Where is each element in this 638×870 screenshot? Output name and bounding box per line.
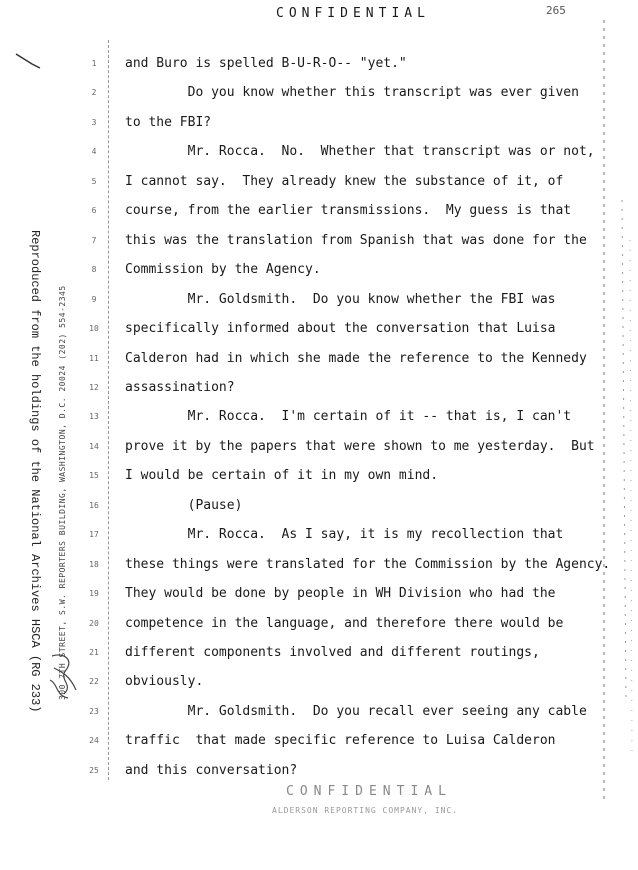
line-number: 8	[91, 265, 97, 275]
line-number: 6	[91, 206, 97, 216]
transcript-line: competence in the language, and therefore there would be	[125, 615, 564, 631]
transcript-line: Mr. Rocca. No. Whether that transcript was or not,	[125, 144, 595, 160]
line-number: 24	[89, 736, 99, 746]
transcript-line: I would be certain of it in my own mind.	[125, 468, 439, 484]
page-footer-firm: ALDERSON REPORTING COMPANY, INC.	[272, 806, 459, 815]
transcript-line: obviously.	[125, 674, 204, 690]
transcript-line: I cannot say. They already knew the substance of it, of	[125, 173, 564, 189]
line-number: 13	[89, 412, 99, 422]
page-number: 265	[546, 4, 566, 17]
line-number: 12	[89, 382, 99, 392]
transcript-line: and this conversation?	[125, 762, 298, 778]
line-number: 10	[89, 324, 99, 334]
archive-reproduction-note: Reproduced from the holdings of the National Archives HSCA (RG 233)	[28, 230, 42, 713]
transcript-line: different components involved and different routings,	[125, 645, 540, 660]
transcript-line: Mr. Rocca. I'm certain of it -- that is, I can't	[125, 409, 572, 425]
line-number: 17	[89, 530, 99, 540]
line-number: 23	[89, 706, 99, 716]
line-number: 7	[91, 235, 97, 245]
line-number: 19	[89, 589, 99, 599]
transcript-line: prove it by the papers that were shown to me yesterday. But	[125, 438, 595, 454]
line-number: 1	[91, 59, 97, 68]
line-number: 2	[91, 88, 97, 98]
line-number: 25	[89, 765, 99, 775]
page-header-classification: CONFIDENTIAL	[276, 6, 430, 21]
line-number: 4	[91, 147, 97, 157]
line-number: 15	[89, 471, 99, 481]
transcript-line: and Buro is spelled B-U-R-O-- "yet."	[125, 56, 407, 71]
transcript-line: traffic that made specific reference to Luisa Calderon	[125, 733, 556, 749]
line-number: 3	[91, 117, 97, 127]
transcript-line: Commission by the Agency.	[125, 262, 321, 278]
transcript-line: Mr. Goldsmith. Do you know whether the FBI was	[125, 291, 556, 307]
transcript-line: (Pause)	[125, 497, 243, 513]
reporting-firm-address: 300 7TH STREET, S.W. REPORTERS BUILDING, WASHINGTON, D.C. 20024 (202) 554-2345	[58, 285, 67, 700]
scanned-page-edge	[596, 0, 638, 826]
transcript-line: Calderon had in which she made the reference to the Kennedy	[125, 350, 587, 366]
left-margin-rule	[108, 40, 110, 780]
line-number: 18	[89, 559, 99, 569]
transcript-line: assassination?	[125, 379, 235, 395]
line-number: 11	[89, 353, 99, 363]
line-number: 21	[89, 648, 99, 657]
transcript-line: Mr. Goldsmith. Do you recall ever seeing any cable	[125, 703, 587, 719]
transcript-line: these things were translated for the Commission by the Agency.	[125, 556, 611, 572]
transcript-line: Mr. Rocca. As I say, it is my recollection that	[125, 527, 564, 543]
transcript-line: They would be done by people in WH Division who had the	[125, 586, 556, 602]
line-number: 20	[89, 618, 99, 628]
line-number: 14	[89, 441, 99, 451]
transcript-line: Do you know whether this transcript was ever given	[125, 85, 579, 101]
transcript-line: specifically informed about the conversation that Luisa	[125, 321, 556, 337]
line-number: 5	[91, 176, 97, 186]
margin-mark-icon	[14, 52, 44, 72]
line-number: 16	[89, 500, 99, 510]
transcript-line: to the FBI?	[125, 114, 212, 130]
initials-stamp-icon	[44, 650, 84, 702]
line-number: 22	[89, 677, 99, 687]
transcript-line: this was the translation from Spanish that was done for the	[125, 232, 587, 248]
page-footer-classification: CONFIDENTIAL	[286, 784, 452, 799]
transcript-line: course, from the earlier transmissions. My guess is that	[125, 203, 572, 219]
line-number: 9	[91, 294, 97, 304]
